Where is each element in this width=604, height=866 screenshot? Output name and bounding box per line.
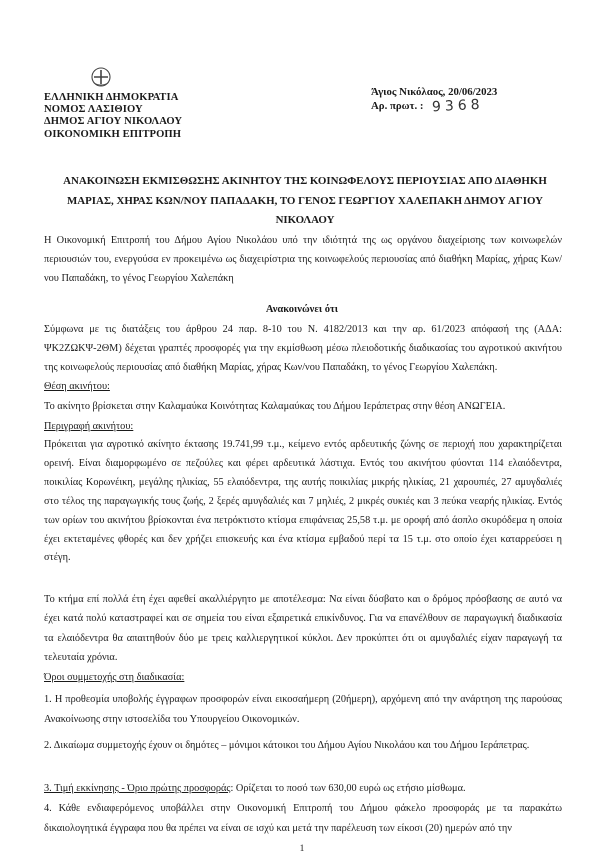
legal-paragraph: Σύμφωνα με τις διατάξεις του άρθρου 24 παρ. 8-10 του Ν. 4182/2013 και την αρ. 61/2023 απόφασή της (ΑΔΑ: ΨΚ2ΖΩΚΨ-2ΘΜ) δέχεται γραπτές προσφορές για την εκμίσθωση μέσω πλειοδοτικής διαδικασίας του αγροτικού ακινήτου της κοινωφελούς περιουσίας από διαθήκη Μαρίας, χήρας Κων/νου Παπαδάκη, το γένος Γεωργίου Χαλεπάκη. xyxy=(44,324,562,374)
term-4: 4. Κάθε ενδιαφερόμενος υποβάλλει στην Οικονομική Επιτροπή του Δήμου φάκελο προσφοράς με τα παρακάτω δικαιολογητικά έγγραφα που θα πρέπει να είναι σε ισχύ και μετά την παρέλευση των είκοσι (20) ημερών από την xyxy=(44,803,562,834)
announces-heading: Ανακοινώνει ότι xyxy=(265,304,339,315)
issuer-block xyxy=(44,92,182,141)
location-heading xyxy=(44,377,562,397)
term-3 xyxy=(44,779,562,799)
protocol-line xyxy=(371,96,497,115)
protocol-number: 9368 xyxy=(431,96,484,115)
term-3-label: 3. Τιμή εκκίνησης - Όριο πρώτης προσφοράς xyxy=(44,783,231,794)
title-line: ΑΝΑΚΟΙΝΩΣΗ ΕΚΜΙΣΘΩΣΗΣ ΑΚΙΝΗΤΟΥ ΤΗΣ ΚΟΙΝΩΦΕΛΟΥΣ ΠΕΡΙΟΥΣΙΑΣ ΑΠΟ ΔΙΑΘΗΚΗ xyxy=(63,175,547,187)
announcement-title xyxy=(40,172,570,231)
issuer-line: ΔΗΜΟΣ ΑΓΙΟΥ ΝΙΚΟΛΑΟΥ xyxy=(44,116,183,128)
term-1: 1. Η προθεσμία υποβολής έγγραφων προσφορών είναι εικοσαήμερη (20ήμερη), αρχόμενη από την ανάρτηση της παρούσας Ανακοίνωσης στην ιστοσελίδα του Υπουργείου Οικονομικών. xyxy=(44,694,562,725)
condition-text: Το κτήμα επί πολλά έτη έχει αφεθεί ακαλλιέργητο με αποτέλεσμα: Να είναι δύσβατο και ο δρόμος πρόσβασης σε αυτό να έχει κατά πολύ καταστραφεί και σε σημεία του είναι εξαιρετικά επικίνδυνος. Για να επανέλθουν σε παραγωγική διαδικασία τα ελαιόδεντρα θα απαιτηθούν δύο με τρεις καλλιεργητικοί κύκλοι. Δεν προκύπτει ότι οι αμυγδαλιές είχαν παραγωγή τα τελευταία χρόνια. xyxy=(44,594,562,663)
intro-paragraph: Η Οικονομική Επιτροπή του Δήμου Αγίου Νικολάου υπό την ιδιότητά της ως οργάνου διαχείρισης των κοινωφελών περιουσιών του, ενεργούσα εν προκειμένω ως διαχειρίστρια της κοινωφελούς περιουσίας από διαθήκη Μαρίας, χήρας Κων/νου Παπαδάκη, το γένος Γεωργίου Χαλεπάκη xyxy=(44,235,562,285)
greek-emblem-icon xyxy=(90,66,112,88)
location-heading-text: Θέση ακινήτου: xyxy=(44,381,110,392)
location-text: Το ακίνητο βρίσκεται στην Καλαμαύκα Κοινότητας Καλαμαύκας του Δήμου Ιεράπετρας στην θέση ΑΝΩΓΕΙΑ. xyxy=(44,401,506,412)
protocol-label: Αρ. πρωτ. : xyxy=(371,99,424,112)
title-line: ΝΙΚΟΛΑΟΥ xyxy=(275,214,335,226)
date-protocol-block xyxy=(371,86,498,115)
place-date: Άγιος Νικόλαος, 20/06/2023 xyxy=(371,86,498,98)
issuer-line: ΟΙΚΟΝΟΜΙΚΗ ΕΠΙΤΡΟΠΗ xyxy=(44,128,182,140)
description-text: Πρόκειται για αγροτικό ακίνητο έκτασης 19.741,99 τ.μ., κείμενο εντός αρδευτικής ζώνης σε περιοχή που χαρακτηρίζεται ορεινή. Είναι διαμορφωμένο σε πεζούλες και φέρει αρδευτικά λάστιχα. Εντός του ακινήτου φύονται 114 ελαιόδεντρα, ποικιλίας Κορωνέικη, μεγάλης ηλικίας, 55 ελαιόδεντρα, της αυτής ποικιλίας μικρής ηλικίας, 21 χαρουπιές, 27 αμυγδαλιές στο τέλος της παραγωγικής τους ζωής, 2 ξερές αμυγδαλιές και 7 μηλιές, 2 μικρές συκιές και 3 πεύκα νεαρής ηλικίας. Εντός των ορίων του ακινήτου βρίσκονται ένα πετρόκτιστο κτίσμα επιφάνειας 25,58 τ.μ. με οροφή από άοπλο σκυρόδεμα η οποία έχει εκτεταμένες φθορές και δεν χρήζει επισκευής και ένα κτίσμα εμβαδού περί τα 15 τ.μ. στο οποίο έχει καταρρεύσει η στέγη. xyxy=(44,439,562,564)
description-heading xyxy=(44,417,562,437)
description-heading-text: Περιγραφή ακινήτου: xyxy=(44,421,134,432)
terms-heading xyxy=(44,668,562,688)
terms-heading-text: Όροι συμμετοχής στη διαδικασία: xyxy=(44,672,185,683)
page-number: 1 xyxy=(299,844,305,854)
term-3-text: : Ορίζεται το ποσό των 630,00 ευρώ ως ετήσιο μίσθωμα. xyxy=(230,783,466,794)
issuer-line: ΕΛΛΗΝΙΚΗ ΔΗΜΟΚΡΑΤΙΑ xyxy=(44,92,179,103)
title-line: ΜΑΡΙΑΣ, ΧΗΡΑΣ ΚΩΝ/ΝΟΥ ΠΑΠΑΔΑΚΗ, ΤΟ ΓΕΝΟΣ ΓΕΩΡΓΙΟΥ ΧΑΛΕΠΑΚΗ ΔΗΜΟΥ ΑΓΙΟΥ xyxy=(66,194,544,207)
issuer-line: ΝΟΜΟΣ ΛΑΣΙΘΙΟΥ xyxy=(44,104,143,116)
term-2: 2. Δικαίωμα συμμετοχής έχουν οι δημότες – μόνιμοι κάτοικοι του Δήμου Αγίου Νικολάου και του Δήμου Ιεράπετρας. xyxy=(44,740,530,751)
